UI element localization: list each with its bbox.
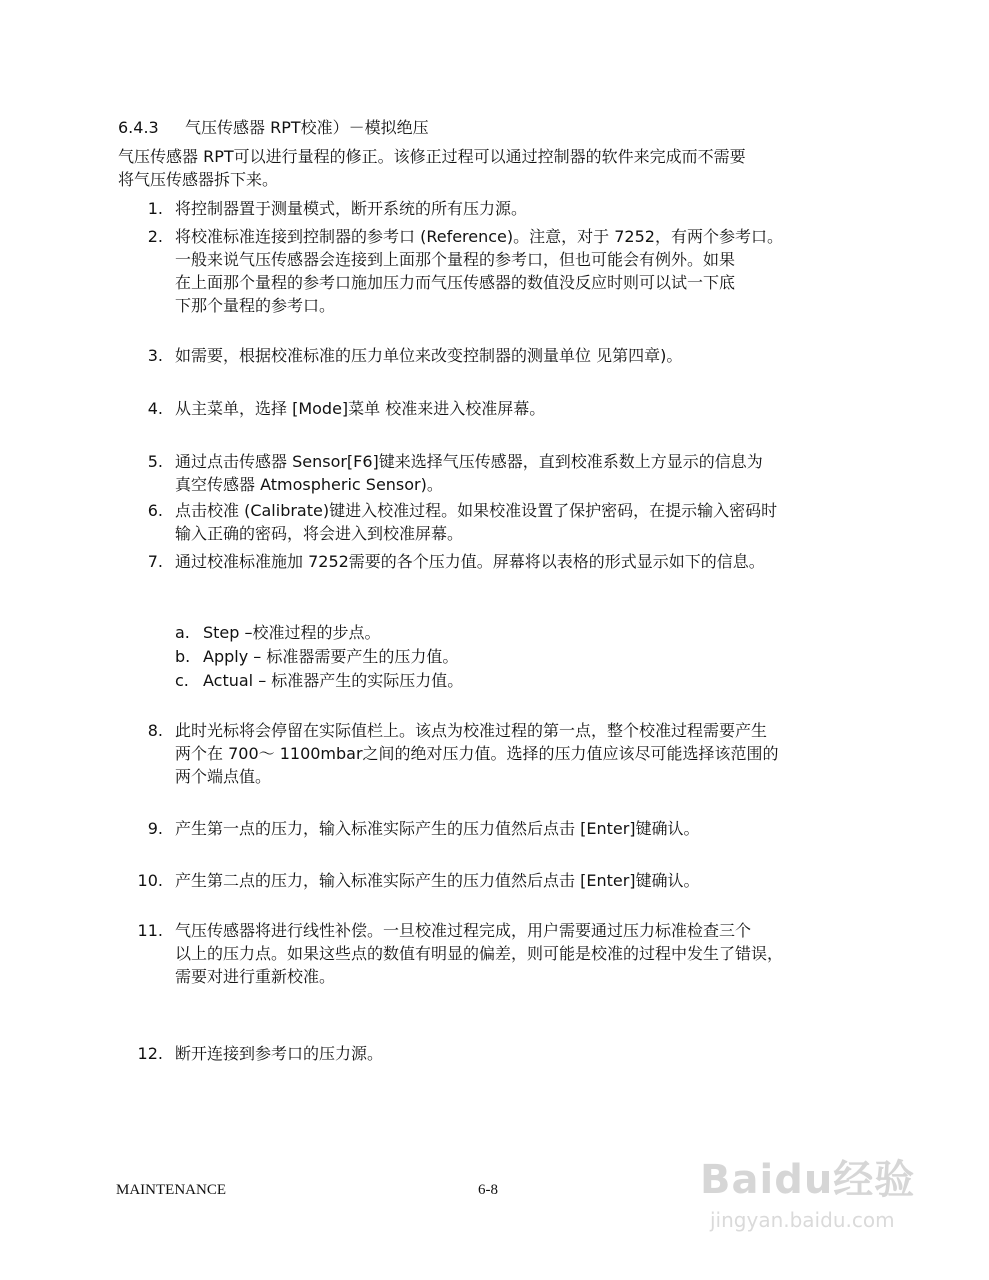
step-number: 3. (147, 346, 163, 365)
step-text: 点击校准 (Calibrate)键进入校准过程。如果校准设置了保护密码，在提示输入密码时 (175, 501, 778, 520)
step-text: 一般来说气压传感器会连接到上面那个量程的参考口，但也可能会有例外。如果 (175, 250, 736, 269)
step-text: 两个在 700～ 1100mbar之间的绝对压力值。选择的压力值应该尽可能选择该范围的 (175, 744, 779, 763)
step-number: 9. (147, 819, 163, 838)
footer-page-number: 6-8 (478, 1182, 498, 1198)
step-text: 将校准标准连接到控制器的参考口 (Reference)。注意，对于 7252，有两个参考口。 (175, 227, 783, 246)
step-text: 两个端点值。 (175, 767, 272, 786)
footer-left: MAINTENANCE (116, 1182, 226, 1198)
step-text: 真空传感器 Atmospheric Sensor)。 (175, 475, 443, 494)
step-text: 断开连接到参考口的压力源。 (175, 1044, 384, 1063)
step-text: 产生第二点的压力，输入标准实际产生的压力值然后点击 [Enter]键确认。 (175, 871, 700, 890)
step-text: 将控制器置于测量模式，断开系统的所有压力源。 (175, 199, 528, 218)
step-number: 6. (147, 501, 163, 520)
step-number: 10. (137, 871, 163, 890)
step-text: 需要对进行重新校准。 (175, 967, 336, 986)
watermark-url: jingyan.baidu.com (710, 1208, 895, 1232)
subitem-letter: a. (175, 623, 190, 642)
subitem-text: Actual – 标准器产生的实际压力值。 (203, 671, 464, 690)
step-text: 此时光标将会停留在实际值栏上。该点为校准过程的第一点，整个校准过程需要产生 (175, 721, 768, 740)
step-text: 通过点击传感器 Sensor[F6]键来选择气压传感器，直到校准系数上方显示的信息为 (175, 452, 763, 471)
step-text: 从主菜单，选择 [Mode]菜单 校准来进入校准屏幕。 (175, 399, 546, 418)
step-text: 如需要，根据校准标准的压力单位来改变控制器的测量单位 见第四章)。 (175, 346, 683, 365)
step-text: 输入正确的密码，将会进入到校准屏幕。 (175, 524, 464, 543)
intro-line-2: 将气压传感器拆下来。 (118, 170, 279, 189)
step-text: 在上面那个量程的参考口施加压力而气压传感器的数值没反应时则可以试一下底 (175, 273, 736, 292)
step-number: 5. (147, 452, 163, 471)
step-number: 11. (137, 921, 163, 940)
subitem-letter: b. (175, 647, 191, 666)
subitem-text: Apply – 标准器需要产生的压力值。 (203, 647, 459, 666)
step-number: 4. (147, 399, 163, 418)
step-number: 2. (147, 227, 163, 246)
subitem-letter: c. (175, 671, 189, 690)
step-number: 8. (147, 721, 163, 740)
intro-line-1: 气压传感器 RPT可以进行量程的修正。该修正过程可以通过控制器的软件来完成而不需要 (118, 147, 746, 166)
step-number: 7. (147, 552, 163, 571)
section-number: 6.4.3 (118, 118, 159, 137)
watermark-logo: Baidu经验 (700, 1157, 916, 1203)
section-title: 气压传感器 RPT校准）－模拟绝压 (185, 118, 429, 137)
step-number: 1. (147, 199, 163, 218)
step-text: 通过校准标准施加 7252需要的各个压力值。屏幕将以表格的形式显示如下的信息。 (175, 552, 765, 571)
watermark (690, 1140, 970, 1260)
step-text: 下那个量程的参考口。 (175, 296, 336, 315)
subitem-text: Step –校准过程的步点。 (203, 623, 381, 642)
step-number: 12. (137, 1044, 163, 1063)
step-text: 产生第一点的压力，输入标准实际产生的压力值然后点击 [Enter]键确认。 (175, 819, 700, 838)
step-text: 以上的压力点。如果这些点的数值有明显的偏差，则可能是校准的过程中发生了错误， (175, 944, 784, 963)
step-text: 气压传感器将进行线性补偿。一旦校准过程完成，用户需要通过压力标准检查三个 (175, 921, 752, 940)
